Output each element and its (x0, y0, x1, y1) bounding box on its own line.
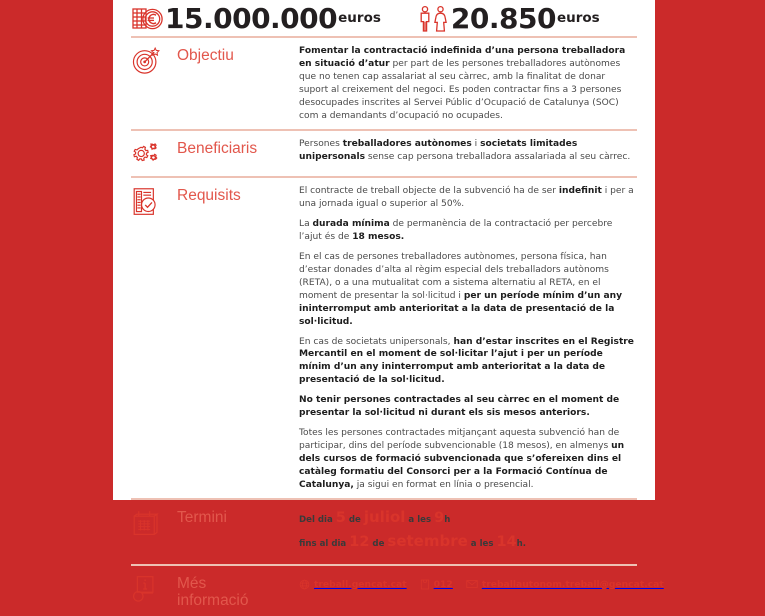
termini-line: fins al dia 12 de setembre a les 14h. (299, 531, 527, 550)
contact-phone-label: 012 (433, 578, 453, 590)
contact-email-label: treballautonom.treball@gencat.cat (481, 578, 664, 590)
section-requisits (131, 178, 637, 498)
section-body (299, 138, 637, 164)
euro-coins-icon (131, 4, 165, 34)
document-check-icon (131, 185, 177, 218)
figure-per-person (417, 4, 600, 34)
mes-title-line1: Més (177, 574, 207, 592)
paragraph: Fomentar la contractació indefinida d’una persona treballadora en situació d’atur per part de les persones treballadores autònomes que no tenen cap assalariat al seu càrrec, amb la finalitat de donar suport al creixement del negoci. Es poden contractar fins a 3 persones desocupades inscrites al Servei Públic d’Ocupació de Catalunya (SOC) com a demandants d’ocupació no ocupades. (299, 46, 626, 121)
gears-icon (131, 138, 177, 169)
contact-website-label: treball.gencat.cat (314, 578, 407, 590)
figure-amount: 20.850 (450, 2, 556, 35)
figure-amount: 15.000.000 (165, 2, 338, 35)
phone-book-icon (420, 579, 430, 590)
paragraph: En el cas de persones treballadores autònomes, persona física, han d’estar donades d’alta al règim especial dels treballadors autònoms (RETA), o a una mutualitat com a sistema alternatiu al RETA, en el moment de presentar la sol·licitud i per un període mínim d’un any ininterromput amb anterioritat a la data de presentació de la sol·licitud. (299, 252, 623, 327)
termini-dates (299, 507, 637, 556)
section-body (299, 45, 637, 122)
section-title: Objectiu (177, 47, 234, 64)
info-icon (131, 573, 177, 604)
contact-list (299, 573, 664, 591)
figure-budget (131, 4, 381, 34)
figure-unit: euros (556, 10, 600, 27)
calendar-icon (131, 507, 177, 538)
contact-phone[interactable] (420, 578, 453, 591)
paragraph: Totes les persones contractades mitjançant aquesta subvenció han de participar, dins del període subvencionable (18 mesos), en almenys un dels cursos de formació subvencionada que s’ofereixen dins el catàleg formatiu del Consorci per a la Formació Contínua de Catalunya, ja sigui en format en línia o presencial. (299, 427, 625, 490)
contact-email[interactable] (466, 578, 664, 591)
envelope-icon (466, 579, 478, 589)
paragraph: No tenir persones contractades al seu càrrec en el moment de presentar la sol·licitud ni durant els sis mesos anteriors. (299, 395, 620, 419)
section-title: Termini (177, 509, 227, 527)
section-mes-informacio (131, 566, 664, 616)
section-title (177, 573, 299, 609)
two-persons-icon (417, 4, 451, 34)
section-termini (131, 500, 637, 563)
paragraph: Persones treballadores autònomes i societats limitades unipersonals sense cap persona treballadora assalariada al seu càrrec. (299, 139, 631, 163)
figures-row (131, 0, 637, 36)
section-title: Beneficiaris (177, 140, 258, 158)
termini-line: Del dia 5 de juliol a les 9h (299, 508, 451, 527)
section-beneficiaris (131, 131, 637, 176)
section-body (299, 185, 637, 491)
paragraph: La durada mínima de permanència de la contractació per percebre l’ajut és de 18 mesos. (299, 219, 613, 243)
section-title: Requisits (177, 187, 241, 205)
contact-website[interactable] (299, 578, 407, 591)
target-icon (131, 45, 177, 76)
globe-icon (299, 579, 310, 590)
paragraph: El contracte de treball objecte de la subvenció ha de ser indefinit i per a una jornada igual o superior al 50%. (299, 186, 634, 210)
figure-unit: euros (338, 10, 381, 27)
paragraph: En cas de societats unipersonals, han d’estar inscrites en el Registre Mercantil en el moment de sol·licitar l’ajut i per un període mínim d’un any ininterromput amb anterioritat a la data de presentació de la sol·licitud. (299, 336, 634, 386)
mes-title-line2: informació (177, 591, 249, 609)
content-sheet (113, 0, 664, 609)
section-objectiu (131, 38, 637, 129)
